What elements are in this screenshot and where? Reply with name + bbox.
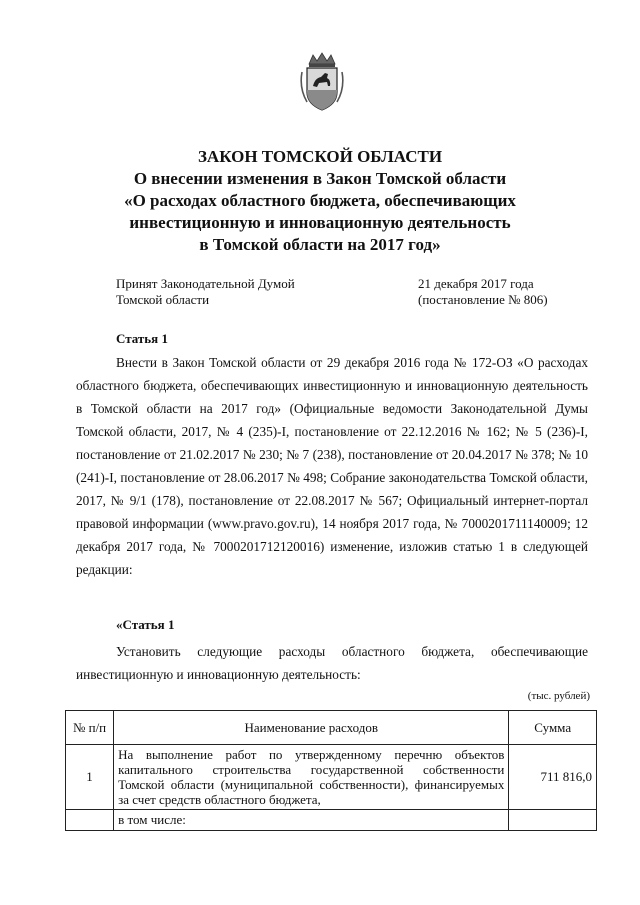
title-line-2: О внесении изменения в Закон Томской области xyxy=(133,169,507,188)
row-sum xyxy=(509,810,597,831)
new-article-heading: «Статья 1 xyxy=(116,617,175,632)
new-article-body: Установить следующие расходы областного бюджета, обеспечивающие инвестиционную и инновационную деятельность: xyxy=(76,644,588,682)
law-title xyxy=(60,146,580,256)
new-article-text xyxy=(76,640,588,686)
table-row xyxy=(66,745,597,810)
header-sum: Сумма xyxy=(509,711,597,745)
row-num xyxy=(66,810,114,831)
article-1-body: Внести в Закон Томской области от 29 декабря 2016 года № 172-ОЗ «О расходах областного бюджета, обеспечивающих инвестиционную и инновационную деятельность в Томской области на 2017 год» (Официальные ведомости Законодательной Думы Томской области, 2017, № 4 (235)-I, постановление от 22.12.2016 № 162; № 5 (236)-I, постановление от 21.02.2017 № 230; № 7 (238), постановление от 20.04.2017 № 378; № 10 (241)-I, постановление от 28.06.2017 № 498; Собрание законодательства Томской области, 2017, № 9/1 (178), постановление от 22.08.2017 № 567; Официальный интернет-портал правовой информации (www.pravo.gov.ru), 14 ноября 2017 года, № 7000201711140009; 12 декабря 2017 года, № 7000201712120016) изменение, изложив статью 1 в следующей редакции: xyxy=(76,355,588,577)
header-name: Наименование расходов xyxy=(114,711,509,745)
title-line-1: ЗАКОН ТОМСКОЙ ОБЛАСТИ xyxy=(197,147,443,166)
table-row xyxy=(66,810,597,831)
article-1-text xyxy=(76,351,588,581)
adopted-by-line-1: Принят Законодательной Думой xyxy=(116,276,295,291)
adoption-date-line: 21 декабря 2017 года xyxy=(418,276,534,291)
adoption-date xyxy=(418,276,548,308)
expenses-table xyxy=(65,710,597,831)
title-line-3: «О расходах областного бюджета, обеспечивающих xyxy=(124,191,516,210)
resolution-number: (постановление № 806) xyxy=(418,292,548,307)
title-line-5: в Томской области на 2017 год» xyxy=(199,235,441,254)
table-header-row xyxy=(66,711,597,745)
title-line-4: инвестиционную и инновационную деятельность xyxy=(129,213,511,232)
row-name: в том числе: xyxy=(114,810,509,831)
row-sum: 711 816,0 xyxy=(509,745,597,810)
coat-of-arms-icon xyxy=(299,52,345,114)
header-num: № п/п xyxy=(66,711,114,745)
adopted-by-line-2: Томской области xyxy=(116,292,210,307)
adopted-by xyxy=(116,276,295,308)
article-1-heading: Статья 1 xyxy=(116,331,168,346)
row-name: На выполнение работ по утвержденному перечню объектов капитального строительства государственной собственности Томской области (муниципальной собственности), финансируемых за счет средств областного бюджета, xyxy=(114,745,509,810)
row-num: 1 xyxy=(66,745,114,810)
unit-label: (тыс. рублей) xyxy=(527,690,590,702)
